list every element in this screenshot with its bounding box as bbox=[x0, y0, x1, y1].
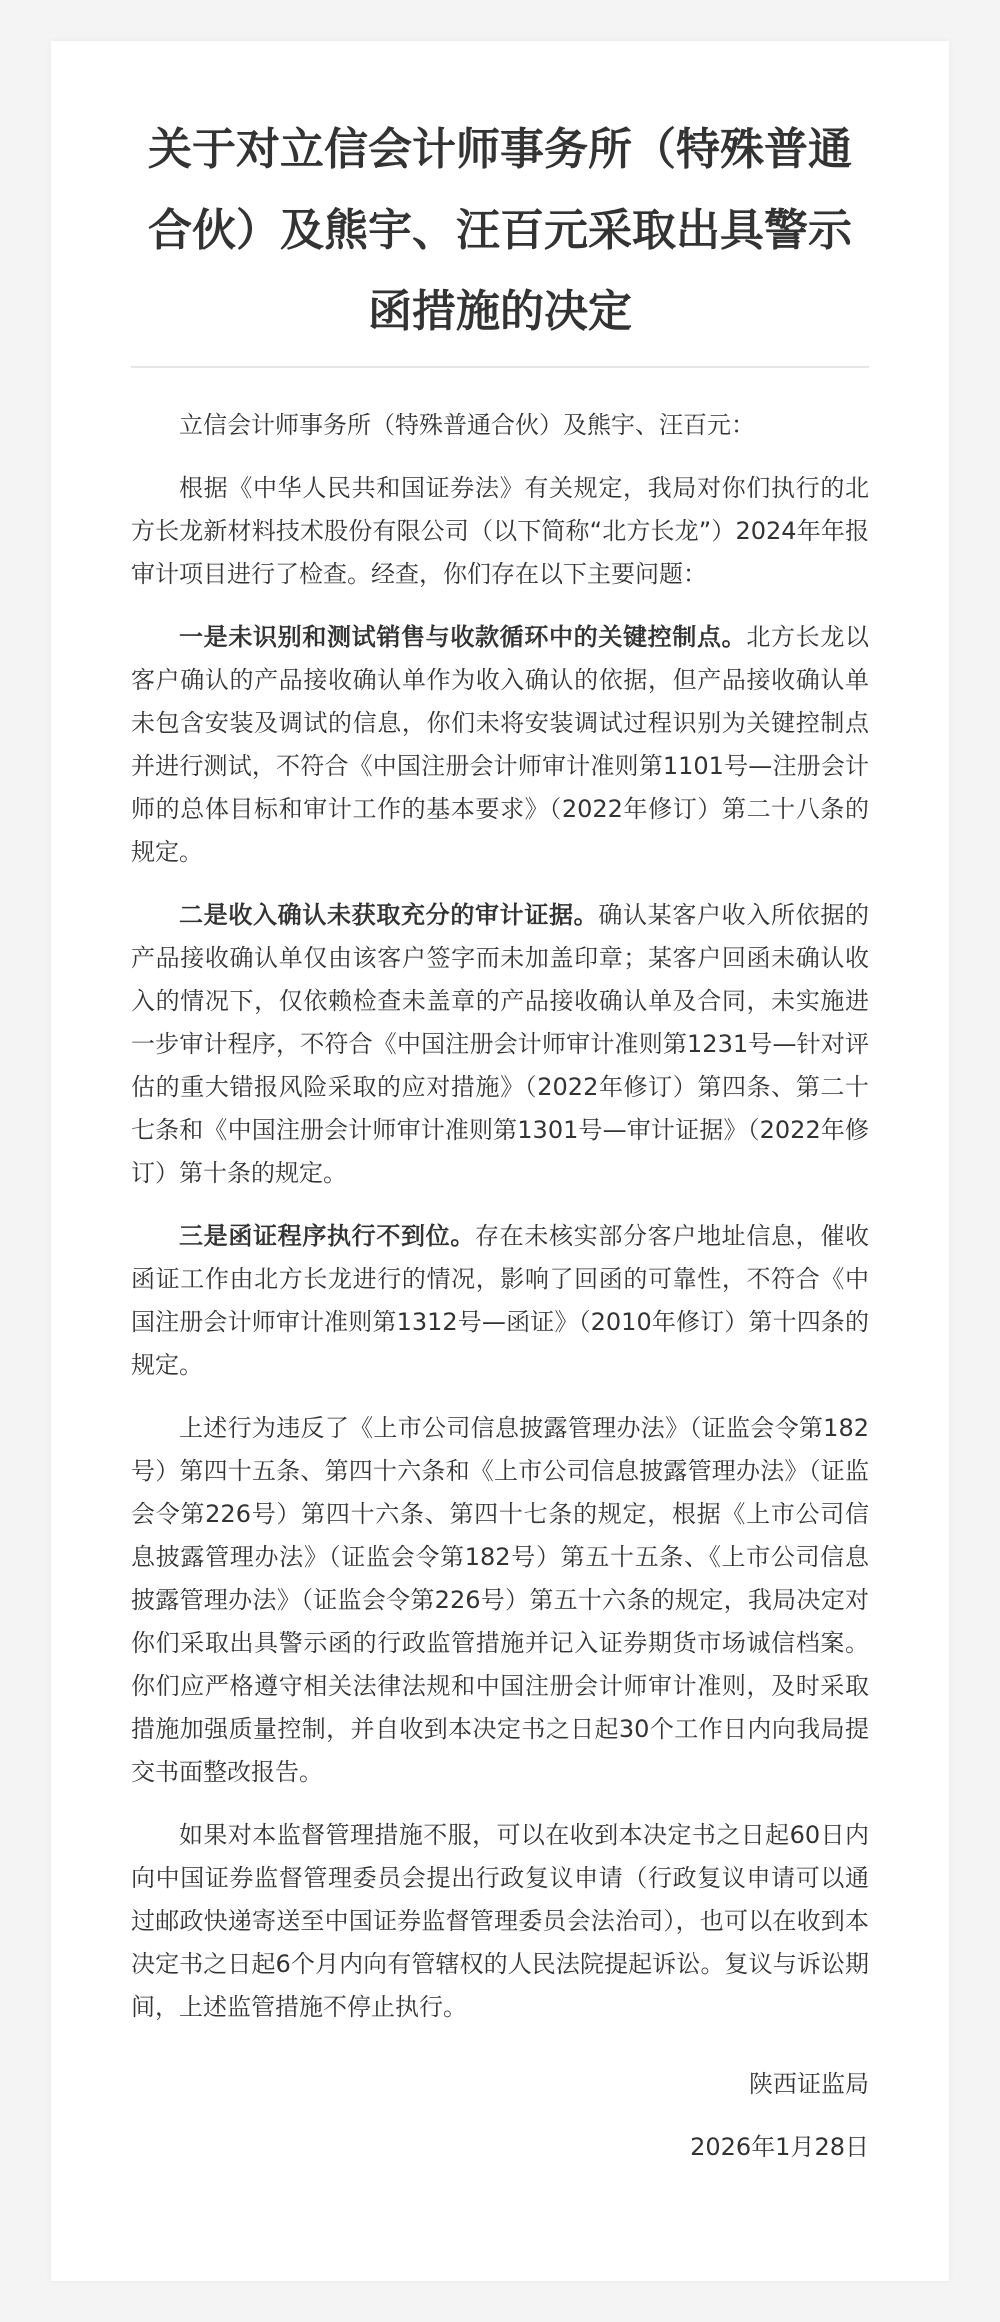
document-card bbox=[51, 41, 949, 2281]
issue-heading-3: 三是函证程序执行不到位。 bbox=[179, 1222, 475, 1250]
issue-heading-2: 二是收入确认未获取充分的审计证据。 bbox=[179, 901, 599, 929]
intro-paragraph: 根据《中华人民共和国证券法》有关规定，我局对你们执行的北方长龙新材料技术股份有限公司（以下简称“北方长龙”）2024年年报审计项目进行了检查。经查，你们存在以下主要问题： bbox=[131, 474, 869, 588]
document-title: 关于对立信会计师事务所（特殊普通合伙）及熊宇、汪百元采取出具警示函措施的决定 bbox=[131, 41, 869, 368]
signature-block bbox=[131, 2063, 869, 2169]
issue-text-2: 确认某客户收入所依据的产品接收确认单仅由该客户签字而未加盖印章；某客户回函未确认收入的情况下，仅依赖检查未盖章的产品接收确认单及合同，未实施进一步审计程序，不符合《中国注册会计师审计准则第1231号—针对评估的重大错报风险采取的应对措施》（2022年修订）第四条、第二十七条和《中国注册会计师审计准则第1301号—审计证据》（2022年修订）第十条的规定。 bbox=[131, 901, 870, 1187]
issue-paragraph-2 bbox=[131, 894, 869, 1195]
issue-paragraph-3 bbox=[131, 1215, 869, 1387]
decision-paragraph: 上述行为违反了《上市公司信息披露管理办法》（证监会令第182号）第四十五条、第四十六条和《上市公司信息披露管理办法》（证监会令第226号）第四十六条、第四十七条的规定，根据《上市公司信息披露管理办法》（证监会令第182号）第五十五条、《上市公司信息披露管理办法》（证监会令第226号）第五十六条的规定，我局决定对你们采取出具警示函的行政监管措施并记入证券期货市场诚信档案。你们应严格遵守相关法律法规和中国注册会计师审计准则，及时采取措施加强质量控制，并自收到本决定书之日起30个工作日内向我局提交书面整改报告。 bbox=[131, 1414, 869, 1786]
issue-text-3: 存在未核实部分客户地址信息，催收函证工作由北方长龙进行的情况，影响了回函的可靠性，不符合《中国注册会计师审计准则第1312号—函证》（2010年修订）第十四条的规定。 bbox=[131, 1222, 869, 1379]
issue-heading-1: 一是未识别和测试销售与收款循环中的关键控制点。 bbox=[179, 623, 747, 651]
appeal-paragraph: 如果对本监督管理措施不服，可以在收到本决定书之日起60日内向中国证券监督管理委员会提出行政复议申请（行政复议申请可以通过邮政快递寄送至中国证券监督管理委员会法治司），也可以在收到本决定书之日起6个月内向有管辖权的人民法院提起诉讼。复议与诉讼期间，上述监管措施不停止执行。 bbox=[131, 1821, 869, 2021]
issue-paragraph-1 bbox=[131, 616, 869, 874]
issuer-name: 陕西证监局 bbox=[749, 2070, 869, 2098]
salutation: 立信会计师事务所（特殊普通合伙）及熊宇、汪百元： bbox=[179, 411, 755, 439]
issue-date: 2026年1月28日 bbox=[690, 2133, 869, 2161]
document-body bbox=[131, 368, 869, 2169]
issue-text-1: 北方长龙以客户确认的产品接收确认单作为收入确认的依据，但产品接收确认单未包含安装及调试的信息，你们未将安装调试过程识别为关键控制点并进行测试，不符合《中国注册会计师审计准则第1101号—注册会计师的总体目标和审计工作的基本要求》（2022年修订）第二十八条的规定。 bbox=[131, 623, 870, 866]
